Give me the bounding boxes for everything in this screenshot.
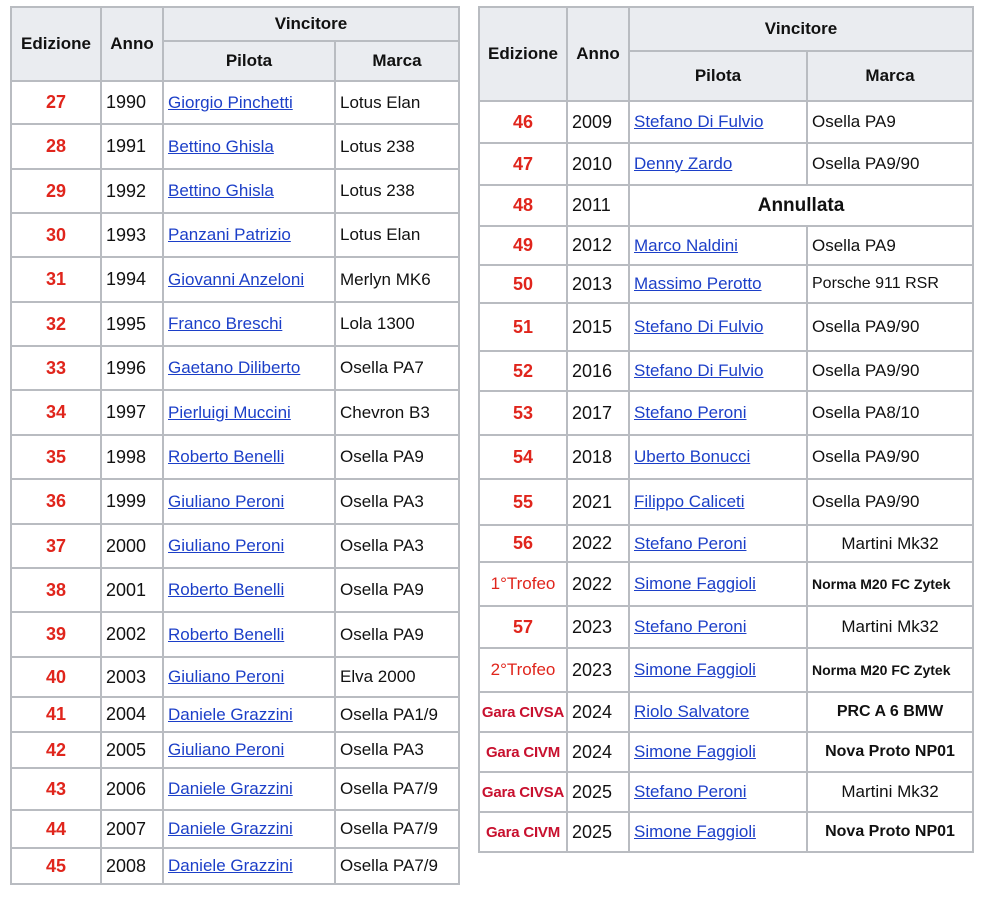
pilota-cell[interactable]	[163, 302, 335, 346]
marca-cell: Osella PA9	[807, 101, 973, 143]
pilota-cell[interactable]	[163, 169, 335, 213]
table-row	[479, 226, 973, 265]
pilota-link[interactable]: Giuliano Peroni	[168, 491, 285, 511]
header-vincitore: Vincitore	[629, 7, 973, 51]
edizione-cell: 54	[479, 435, 567, 479]
marca-cell: Osella PA9	[335, 435, 459, 479]
edizione-cell: 27	[11, 81, 101, 124]
pilota-link[interactable]: Daniele Grazzini	[168, 779, 293, 798]
table-row	[11, 479, 459, 524]
results-table-left	[10, 6, 460, 885]
pilota-cell[interactable]	[629, 772, 807, 812]
pilota-link[interactable]: Riolo Salvatore	[634, 702, 750, 721]
table-row	[11, 390, 459, 435]
table-row	[11, 732, 459, 768]
edizione-cell: 31	[11, 257, 101, 302]
pilota-link[interactable]: Giuliano Peroni	[168, 536, 285, 555]
pilota-link[interactable]: Bettino Ghisla	[168, 136, 274, 156]
table-row	[11, 697, 459, 732]
anno-cell: 1995	[101, 302, 163, 346]
pilota-cell[interactable]	[629, 648, 807, 692]
pilota-link[interactable]: Giuliano Peroni	[168, 740, 285, 759]
pilota-cell[interactable]	[163, 257, 335, 302]
pilota-cell[interactable]	[163, 390, 335, 435]
anno-cell: 2022	[567, 525, 629, 562]
marca-cell: Nova Proto NP01	[807, 812, 973, 852]
edizione-cell: 35	[11, 435, 101, 479]
marca-cell: Osella PA9/90	[807, 435, 973, 479]
marca-cell: Lotus 238	[335, 124, 459, 169]
marca-cell: Elva 2000	[335, 657, 459, 697]
pilota-cell[interactable]	[163, 124, 335, 169]
edizione-cell: Gara CIVSA	[479, 772, 567, 812]
edizione-cell: Gara CIVSA	[479, 692, 567, 732]
pilota-cell[interactable]	[629, 479, 807, 525]
pilota-link[interactable]: Roberto Benelli	[168, 624, 285, 644]
header-pilota: Pilota	[163, 41, 335, 81]
edizione-cell: 40	[11, 657, 101, 697]
edizione-cell: Gara CIVM	[479, 812, 567, 852]
pilota-cell[interactable]	[163, 346, 335, 390]
pilota-link[interactable]: Marco Naldini	[634, 235, 738, 255]
table-row	[479, 185, 973, 226]
marca-cell: Osella PA3	[335, 479, 459, 524]
edizione-cell: 30	[11, 213, 101, 257]
anno-cell: 1998	[101, 435, 163, 479]
table-row	[479, 101, 973, 143]
table-row	[479, 391, 973, 435]
anno-cell: 1994	[101, 257, 163, 302]
anno-cell: 2006	[101, 768, 163, 810]
pilota-cell[interactable]	[629, 303, 807, 351]
marca-cell: Chevron B3	[335, 390, 459, 435]
pilota-cell[interactable]	[629, 435, 807, 479]
anno-cell: 2024	[567, 732, 629, 772]
edizione-cell: 47	[479, 143, 567, 185]
header-anno: Anno	[567, 7, 629, 101]
marca-cell: Norma M20 FC Zytek	[807, 562, 973, 606]
pilota-cell[interactable]	[163, 479, 335, 524]
marca-cell: Martini Mk32	[807, 525, 973, 562]
pilota-link[interactable]: Daniele Grazzini	[168, 819, 293, 838]
marca-cell: Osella PA7/9	[335, 810, 459, 848]
edizione-cell: 33	[11, 346, 101, 390]
results-table-right	[478, 6, 974, 853]
pilota-cell[interactable]	[629, 562, 807, 606]
anno-cell: 2022	[567, 562, 629, 606]
pilota-link[interactable]: Simone Faggioli	[634, 660, 756, 679]
pilota-cell[interactable]	[629, 812, 807, 852]
pilota-link[interactable]: Roberto Benelli	[168, 580, 285, 599]
edizione-cell: 34	[11, 390, 101, 435]
marca-cell: Merlyn MK6	[335, 257, 459, 302]
edizione-cell: 56	[479, 525, 567, 562]
header-marca: Marca	[807, 51, 973, 101]
anno-cell: 2024	[567, 692, 629, 732]
table-row	[11, 435, 459, 479]
pilota-cell[interactable]	[629, 606, 807, 648]
anno-cell: 2015	[567, 303, 629, 351]
marca-cell: PRC A 6 BMW	[807, 692, 973, 732]
header-edizione: Edizione	[11, 7, 101, 81]
anno-cell: 2023	[567, 606, 629, 648]
table-row	[11, 81, 459, 124]
edizione-cell: 2°Trofeo	[479, 648, 567, 692]
pilota-cell[interactable]	[163, 848, 335, 884]
pilota-link[interactable]: Denny Zardo	[634, 154, 733, 173]
table-row	[11, 568, 459, 612]
header-anno: Anno	[101, 7, 163, 81]
anno-cell: 2013	[567, 265, 629, 303]
table-row	[479, 562, 973, 606]
pilota-link[interactable]: Daniele Grazzini	[168, 856, 293, 875]
marca-cell: Osella PA9/90	[807, 479, 973, 525]
annullata-cell: Annullata	[629, 185, 973, 226]
anno-cell: 2025	[567, 772, 629, 812]
anno-cell: 1993	[101, 213, 163, 257]
pilota-link[interactable]: Franco Breschi	[168, 314, 283, 333]
marca-cell: Osella PA7/9	[335, 848, 459, 884]
pilota-link[interactable]: Panzani Patrizio	[168, 225, 291, 244]
table-row	[11, 346, 459, 390]
anno-cell: 2025	[567, 812, 629, 852]
marca-cell: Lola 1300	[335, 302, 459, 346]
marca-cell: Osella PA8/10	[807, 391, 973, 435]
anno-cell: 1999	[101, 479, 163, 524]
anno-cell: 2010	[567, 143, 629, 185]
pilota-cell[interactable]	[629, 525, 807, 562]
table-row	[479, 648, 973, 692]
pilota-cell[interactable]	[163, 612, 335, 657]
table-row	[11, 657, 459, 697]
table-row	[11, 810, 459, 848]
edizione-cell: 55	[479, 479, 567, 525]
pilota-link[interactable]: Stefano Peroni	[634, 533, 747, 553]
marca-cell: Lotus Elan	[335, 213, 459, 257]
table-row	[479, 351, 973, 391]
pilota-link[interactable]: Stefano Di Fulvio	[634, 317, 764, 336]
pilota-link[interactable]: Roberto Benelli	[168, 447, 285, 466]
table-row	[11, 524, 459, 568]
edizione-cell: 1°Trofeo	[479, 562, 567, 606]
pilota-link[interactable]: Massimo Perotto	[634, 274, 762, 293]
header-pilota: Pilota	[629, 51, 807, 101]
anno-cell: 2023	[567, 648, 629, 692]
pilota-cell[interactable]	[163, 657, 335, 697]
table-row	[479, 303, 973, 351]
edizione-cell: 49	[479, 226, 567, 265]
pilota-link[interactable]: Giuliano Peroni	[168, 667, 285, 686]
table-row	[479, 606, 973, 648]
edizione-cell: 52	[479, 351, 567, 391]
table-row	[11, 257, 459, 302]
table-row	[479, 732, 973, 772]
edizione-cell: 36	[11, 479, 101, 524]
marca-cell: Osella PA9/90	[807, 303, 973, 351]
table-row	[11, 213, 459, 257]
marca-cell: Lotus 238	[335, 169, 459, 213]
marca-cell: Martini Mk32	[807, 772, 973, 812]
edizione-cell: 46	[479, 101, 567, 143]
pilota-cell[interactable]	[629, 692, 807, 732]
pilota-cell[interactable]	[163, 213, 335, 257]
pilota-link[interactable]: Daniele Grazzini	[168, 704, 293, 724]
pilota-cell[interactable]	[629, 351, 807, 391]
marca-cell: Osella PA9/90	[807, 143, 973, 185]
pilota-link[interactable]: Filippo Caliceti	[634, 492, 745, 511]
anno-cell: 2016	[567, 351, 629, 391]
anno-cell: 1996	[101, 346, 163, 390]
pilota-cell[interactable]	[629, 391, 807, 435]
marca-cell: Osella PA3	[335, 524, 459, 568]
table-row	[11, 848, 459, 884]
pilota-cell[interactable]	[163, 732, 335, 768]
anno-cell: 2018	[567, 435, 629, 479]
anno-cell: 1997	[101, 390, 163, 435]
table-row	[479, 479, 973, 525]
edizione-cell: 50	[479, 265, 567, 303]
table-row	[11, 169, 459, 213]
edizione-cell: 29	[11, 169, 101, 213]
anno-cell: 2001	[101, 568, 163, 612]
pilota-cell[interactable]	[163, 697, 335, 732]
pilota-link[interactable]: Stefano Peroni	[634, 782, 747, 801]
edizione-cell: 43	[11, 768, 101, 810]
pilota-link[interactable]: Gaetano Diliberto	[168, 358, 301, 377]
table-row	[479, 812, 973, 852]
edizione-cell: 45	[11, 848, 101, 884]
edizione-cell: 42	[11, 732, 101, 768]
marca-cell: Osella PA9	[335, 612, 459, 657]
edizione-cell: 51	[479, 303, 567, 351]
anno-cell: 2009	[567, 101, 629, 143]
edizione-cell: 41	[11, 697, 101, 732]
table-row	[479, 772, 973, 812]
pilota-link[interactable]: Bettino Ghisla	[168, 181, 274, 200]
header-vincitore: Vincitore	[163, 7, 459, 41]
edizione-cell: 57	[479, 606, 567, 648]
edizione-cell: 48	[479, 185, 567, 226]
edizione-cell: 38	[11, 568, 101, 612]
edizione-cell: 37	[11, 524, 101, 568]
pilota-cell[interactable]	[629, 143, 807, 185]
anno-cell: 2008	[101, 848, 163, 884]
pilota-cell[interactable]	[163, 435, 335, 479]
pilota-link[interactable]: Stefano Di Fulvio	[634, 361, 764, 380]
table-row	[479, 692, 973, 732]
anno-cell: 2002	[101, 612, 163, 657]
marca-cell: Osella PA9/90	[807, 351, 973, 391]
pilota-cell[interactable]	[163, 81, 335, 124]
pilota-cell[interactable]	[163, 768, 335, 810]
anno-cell: 2011	[567, 185, 629, 226]
table-row	[479, 265, 973, 303]
header-edizione: Edizione	[479, 7, 567, 101]
anno-cell: 2021	[567, 479, 629, 525]
pilota-link[interactable]: Giovanni Anzeloni	[168, 269, 305, 289]
anno-cell: 2005	[101, 732, 163, 768]
marca-cell: Porsche 911 RSR	[807, 265, 973, 303]
pilota-link[interactable]: Stefano Di Fulvio	[634, 112, 764, 131]
table-row	[11, 768, 459, 810]
marca-cell: Osella PA3	[335, 732, 459, 768]
marca-cell: Norma M20 FC Zytek	[807, 648, 973, 692]
header-marca: Marca	[335, 41, 459, 81]
anno-cell: 2004	[101, 697, 163, 732]
edizione-cell: 28	[11, 124, 101, 169]
pilota-cell[interactable]	[629, 101, 807, 143]
anno-cell: 2012	[567, 226, 629, 265]
pilota-link[interactable]: Stefano Peroni	[634, 617, 747, 636]
marca-cell: Martini Mk32	[807, 606, 973, 648]
pilota-link[interactable]: Simone Faggioli	[634, 742, 756, 761]
marca-cell: Osella PA7/9	[335, 768, 459, 810]
edizione-cell: 44	[11, 810, 101, 848]
anno-cell: 1991	[101, 124, 163, 169]
anno-cell: 2003	[101, 657, 163, 697]
marca-cell: Osella PA1/9	[335, 697, 459, 732]
table-row	[479, 435, 973, 479]
pilota-cell[interactable]	[629, 265, 807, 303]
marca-cell: Osella PA7	[335, 346, 459, 390]
anno-cell: 2017	[567, 391, 629, 435]
anno-cell: 1990	[101, 81, 163, 124]
marca-cell: Lotus Elan	[335, 81, 459, 124]
pilota-link[interactable]: Uberto Bonucci	[634, 447, 751, 466]
anno-cell: 2000	[101, 524, 163, 568]
pilota-link[interactable]: Stefano Peroni	[634, 403, 747, 422]
table-row	[11, 612, 459, 657]
table-row	[11, 124, 459, 169]
marca-cell: Nova Proto NP01	[807, 732, 973, 772]
marca-cell: Osella PA9	[335, 568, 459, 612]
table-row	[11, 302, 459, 346]
edizione-cell: 39	[11, 612, 101, 657]
edizione-cell: 53	[479, 391, 567, 435]
pilota-link[interactable]: Giorgio Pinchetti	[168, 92, 293, 112]
pilota-cell[interactable]	[629, 732, 807, 772]
pilota-link[interactable]: Simone Faggioli	[634, 822, 756, 841]
edizione-cell: 32	[11, 302, 101, 346]
anno-cell: 1992	[101, 169, 163, 213]
table-row	[479, 525, 973, 562]
pilota-cell[interactable]	[629, 226, 807, 265]
pilota-cell[interactable]	[163, 810, 335, 848]
anno-cell: 2007	[101, 810, 163, 848]
pilota-link[interactable]: Simone Faggioli	[634, 574, 756, 593]
table-row	[479, 143, 973, 185]
pilota-cell[interactable]	[163, 568, 335, 612]
marca-cell: Osella PA9	[807, 226, 973, 265]
pilota-cell[interactable]	[163, 524, 335, 568]
edizione-cell: Gara CIVM	[479, 732, 567, 772]
pilota-link[interactable]: Pierluigi Muccini	[168, 402, 291, 422]
